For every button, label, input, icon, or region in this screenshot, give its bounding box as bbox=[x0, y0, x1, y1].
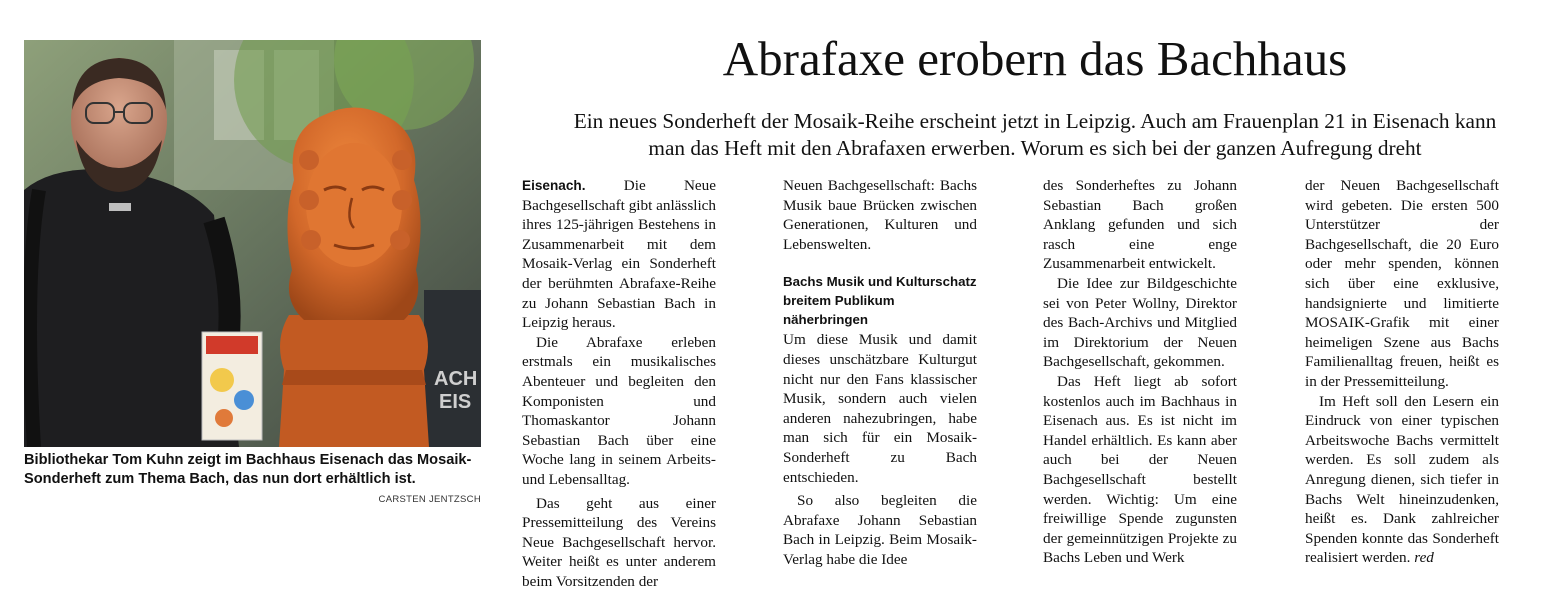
photo-illustration bbox=[24, 40, 481, 447]
article-paragraph: Um diese Musik und damit dieses unschätzbare Kulturgut nicht nur den Fans klassischer Musik, sondern auch vielen anderen nahezubringen, habe man sich für ein Mosaik-Sonderheft zu Bach entschieden. bbox=[783, 330, 977, 487]
photo-credit: CARSTEN JENTZSCH bbox=[24, 494, 481, 505]
bach-bust-icon bbox=[279, 108, 429, 448]
article-paragraph: der Neuen Bachgesellschaft wird gebeten. Die ersten 500 Unterstützer der Bachgesellschaft, die 20 Euro oder mehr spenden, können sich über eine exklusive, handsignierte und limitierte MOSAIK-Grafik mit einer heimeligen Szene aus Bachs Familienalltag freuen, heißt es in der Pressemitteilung. bbox=[1305, 176, 1499, 392]
article-column-2 bbox=[783, 176, 977, 570]
article-paragraph bbox=[522, 176, 716, 333]
article-paragraph: Die Abrafaxe erleben erstmals ein musikalisches Abenteuer und begleiten den Komponisten und Thomaskantor Johann Sebastian Bach über eine Woche lang in seinem Arbeits- und Lebensalltag. bbox=[522, 333, 716, 490]
svg-text:EIS: EIS bbox=[439, 391, 471, 413]
article-paragraph bbox=[1305, 392, 1499, 568]
article-subheading: Bachs Musik und Kulturschatz breitem Publikum näherbringen bbox=[783, 272, 977, 329]
article-column-4 bbox=[1305, 176, 1499, 568]
article-paragraph: So also begleiten die Abrafaxe Johann Sebastian Bach in Leipzig. Beim Mosaik-Verlag habe die Idee bbox=[783, 491, 977, 569]
article-paragraph: Die Idee zur Bildgeschichte sei von Peter Wollny, Direktor des Bach-Archivs und Mitglied im Direktorium der Neuen Bachgesellschaft, gekommen. bbox=[1043, 274, 1237, 372]
article-column-1 bbox=[522, 176, 716, 591]
article-paragraph: des Sonderheftes zu Johann Sebastian Bach großen Anklang gefunden und sich rasch eine enge Zusammenarbeit entwickelt. bbox=[1043, 176, 1237, 274]
svg-text:ACH: ACH bbox=[434, 368, 477, 390]
article-photo bbox=[24, 40, 481, 447]
article-column-3 bbox=[1043, 176, 1237, 568]
subheadline-line: Ein neues Sonderheft der Mosaik-Reihe erscheint jetzt in Leipzig. Auch am Frauenplan 21 in Eisenach kann bbox=[520, 108, 1550, 135]
article-headline: Abrafaxe erobern das Bachhaus bbox=[520, 26, 1550, 92]
article-paragraph: Das geht aus einer Pressemitteilung des Vereins Neue Bachgesellschaft hervor. Weiter heißt es unter anderem beim Vorsitzenden der bbox=[522, 494, 716, 591]
paragraph-text: Die Neue Bachgesellschaft gibt anlässlich ihres 125-jährigen Bestehens in Zusammenarbeit mit dem Mosaik-Verlag ein Sonderheft der berühmten Abrafaxe-Reihe zu Johann Sebastian Bach in Leipzig heraus. bbox=[522, 177, 716, 331]
article-subheadline bbox=[520, 108, 1550, 162]
subheadline-line: man das Heft mit den Abrafaxen erwerben. Worum es sich bei der ganzen Aufregung dreht bbox=[520, 135, 1550, 162]
photo-caption: Bibliothekar Tom Kuhn zeigt im Bachhaus Eisenach das Mosaik-Sonderheft zum Thema Bach, das nun dort erhältlich ist. bbox=[24, 451, 481, 489]
comic-magazine-icon bbox=[202, 332, 262, 440]
article-paragraph: Neuen Bachgesellschaft: Bachs Musik baue Brücken zwischen Generationen, Kulturen und Lebenswelten. bbox=[783, 176, 977, 254]
author-signature: red bbox=[1414, 549, 1434, 566]
paragraph-text: Im Heft soll den Lesern ein Eindruck von einer typischen Arbeitswoche Bachs vermittelt werden. Es soll zudem als Anregung dienen, sich tiefer in Bachs Welt hineinzudenken, heißt es. Dank zahlreicher Spenden konnte das Sonderheft realisiert werden. bbox=[1305, 393, 1499, 567]
dateline: Eisenach. bbox=[522, 178, 585, 193]
article-paragraph: Das Heft liegt ab sofort kostenlos auch im Bachhaus in Eisenach aus. Es ist nicht im Handel erhältlich. Es kann aber auch bei der Neuen Bachgesellschaft bestellt werden. Wichtig: Um eine freiwillige Spende zugunsten der gemeinnützigen Projekte zu Bachs Leben und Werk bbox=[1043, 372, 1237, 568]
